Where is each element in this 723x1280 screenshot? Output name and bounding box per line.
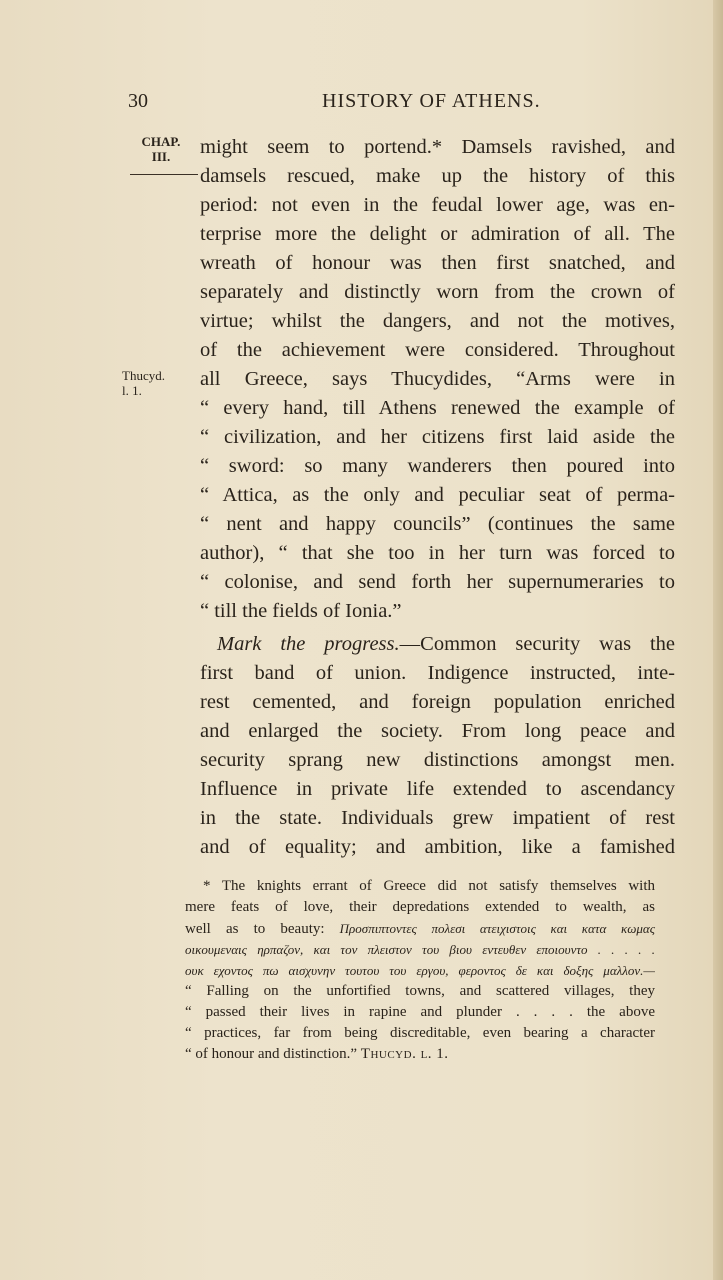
text-line: all Greece, says Thucydides, “Arms were in xyxy=(200,368,675,390)
text-line: “ every hand, till Athens renewed the example of xyxy=(200,397,675,419)
footnote xyxy=(185,876,655,1065)
footnote-line: * The knights errant of Greece did not satisfy themselves with xyxy=(203,878,655,894)
text-line: in the state. Individuals grew impatient of rest xyxy=(200,807,675,829)
text-line: “ Attica, as the only and peculiar seat of perma- xyxy=(200,484,675,506)
citation-author: Thucyd. xyxy=(122,368,165,383)
citation-book: l. 1. xyxy=(122,383,142,398)
chapter-marker xyxy=(140,134,182,164)
footnote-line: “ practices, far from being discreditable, even bearing a character xyxy=(185,1025,655,1041)
footnote-line xyxy=(185,918,655,939)
greek-quotation: ουκ εχοντος πω αισχυνην τουτου του εργου, φεροντος δε και δοξης μαλλον.— xyxy=(185,963,655,978)
page-number: 30 xyxy=(128,90,148,112)
text-line: wreath of honour was then first snatched, and xyxy=(200,252,675,274)
footnote-line: “ Falling on the unfortified towns, and scattered villages, they xyxy=(185,983,655,999)
text-line: virtue; whilst the dangers, and not the motives, xyxy=(200,310,675,332)
paragraph-opening-line xyxy=(200,630,675,659)
text-line: terprise more the delight or admiration of all. The xyxy=(200,223,675,245)
text-line: and of equality; and ambition, like a famished xyxy=(200,836,675,858)
text-line: rest cemented, and foreign population enriched xyxy=(200,691,675,713)
text-line: security sprang new distinctions amongst men. xyxy=(200,749,675,771)
greek-quotation: Προσπιπτοντες πολεσι ατειχιστοις και κατα κωμας xyxy=(339,921,656,936)
footnote-line xyxy=(185,1044,655,1065)
body-text xyxy=(200,133,675,862)
text-line: damsels rescued, make up the history of this xyxy=(200,165,675,187)
text-line: period: not even in the feudal lower age, was en- xyxy=(200,194,675,216)
margin-citation xyxy=(122,368,178,398)
footnote-text: well as to beauty: xyxy=(185,921,325,937)
text-line: Influence in private life extended to ascendancy xyxy=(200,778,675,800)
footnote-text: “ of honour and distinction.” xyxy=(185,1046,358,1062)
page-edge xyxy=(713,0,723,1280)
text-line: “ civilization, and her citizens first laid aside the xyxy=(200,426,675,448)
footnote-line: mere feats of love, their depredations extended to wealth, as xyxy=(185,899,655,915)
running-title: HISTORY OF ATHENS. xyxy=(322,90,541,112)
text-line: separately and distinctly worn from the crown of xyxy=(200,281,675,303)
text-line: author), “ that she too in her turn was forced to xyxy=(200,542,675,564)
greek-quotation: οικουμεναις ηρπαζον, και τον πλειστον του βιου εντευθεν εποιουντο . . . . . xyxy=(185,942,655,957)
text-line: first band of union. Indigence instructed, inte- xyxy=(200,662,675,684)
chapter-rule xyxy=(130,174,198,175)
text-line: of the achievement were considered. Throughout xyxy=(200,339,675,361)
text-line: and enlarged the society. From long peace and xyxy=(200,720,675,742)
footnote-citation: Thucyd. l. 1. xyxy=(360,1046,449,1062)
text-line: “ colonise, and send forth her supernumeraries to xyxy=(200,571,675,593)
chapter-number: III. xyxy=(151,149,171,164)
footnote-line: “ passed their lives in rapine and plunder . . . . the above xyxy=(185,1004,655,1020)
paragraph-lead-rest: —Common security was the xyxy=(399,633,676,655)
text-line: “ nent and happy councils” (continues the same xyxy=(200,513,675,535)
text-line: “ sword: so many wanderers then poured into xyxy=(200,455,675,477)
paragraph-lead: Mark the progress. xyxy=(217,633,400,655)
text-line: might seem to portend.* Damsels ravished, and xyxy=(200,136,675,158)
chapter-label: CHAP. xyxy=(141,134,181,149)
text-line: “ till the fields of Ionia.” xyxy=(200,600,402,622)
